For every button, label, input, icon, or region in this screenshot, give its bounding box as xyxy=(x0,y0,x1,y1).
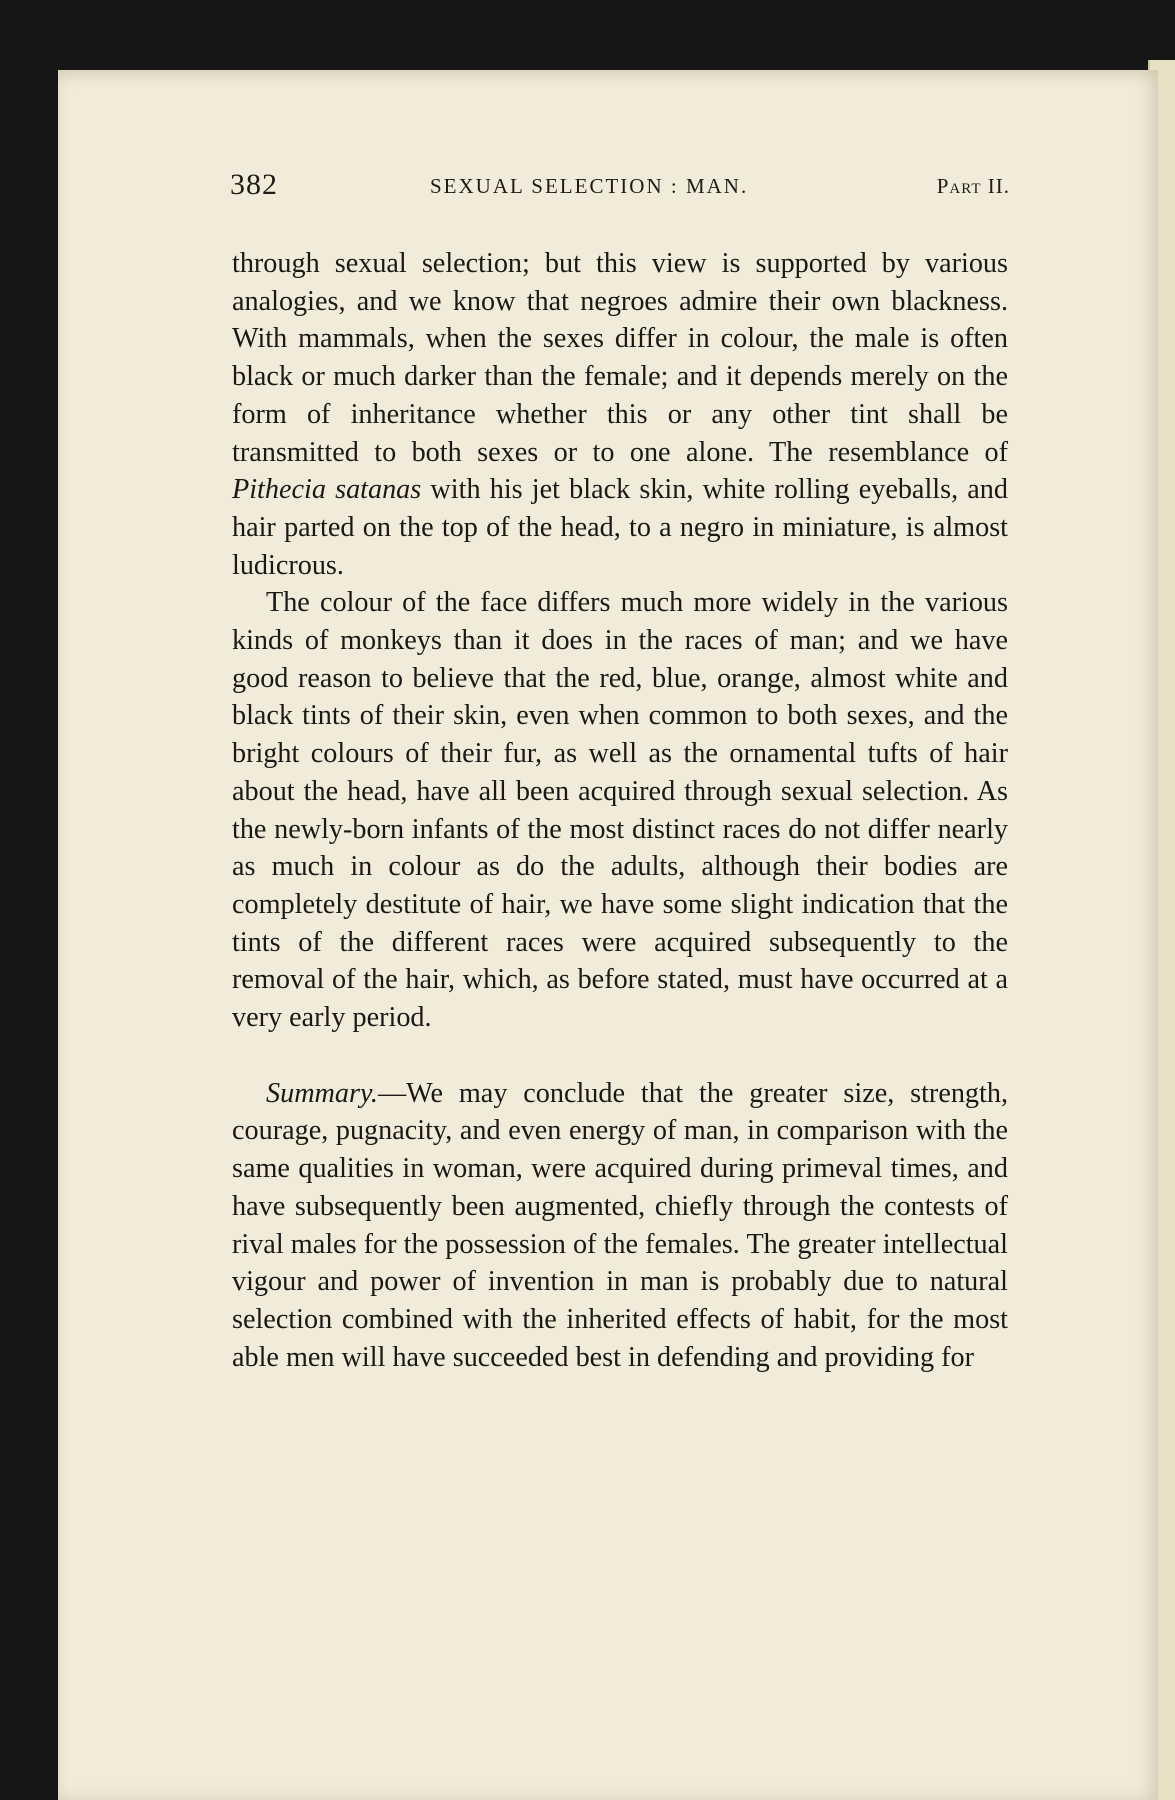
paragraph-2-text: The colour of the face differs much more widely in the various kinds of monkeys than it does in the races of man; and we have good reason to believe that the red, blue, orange, almost white and black tints of their skin, even when common to both sexes, and the bright colours of their fur, as well as the ornamental tufts of hair about the head, have all been acquired through sexual selection. As the newly-born infants of the most distinct races do not differ nearly as much in colour as do the adults, although their bodies are completely destitute of hair, we have some slight indication that the tints of the different races were acquired subsequently to the removal of the hair, which, as before stated, must have occurred at a very early period. xyxy=(232,587,1008,1034)
paragraph-2 xyxy=(232,584,1008,1036)
page-number: 382 xyxy=(230,168,278,201)
paragraph-3 xyxy=(232,1075,1008,1377)
body-text xyxy=(232,245,1008,1376)
paragraph-1-text-b: with his jet black skin, white rolling eyeballs, and hair parted on the top of the head, to a negro in miniature, is almost ludicrous. xyxy=(232,474,1008,581)
paragraph-1-text-a: through sexual selection; but this view is supported by various analogies, and we know that negroes admire their own blackness. With mammals, when the sexes differ in colour, the male is often black or much darker than the female; and it depends merely on the form of inheritance whether this or any other tint shall be transmitted to both sexes or to one alone. The resemblance of xyxy=(232,248,1008,468)
paragraph-3-text: —We may conclude that the greater size, strength, courage, pugnacity, and even energy of man, in comparison with the same qualities in woman, were acquired during primeval times, and have subsequently been augmented, chiefly through the contests of rival males for the possession of the females. The greater intellectual vigour and power of invention in man is probably due to natural selection combined with the inherited effects of habit, for the most able men will have succeeded best in defending and providing for xyxy=(232,1077,1008,1373)
paragraph-1 xyxy=(232,245,1008,584)
running-header xyxy=(230,168,1010,208)
running-title: SEXUAL SELECTION : MAN. xyxy=(430,174,749,198)
part-label: Part II. xyxy=(936,174,1010,198)
species-name: Pithecia satanas xyxy=(232,474,422,506)
summary-heading: Summary. xyxy=(266,1077,378,1109)
